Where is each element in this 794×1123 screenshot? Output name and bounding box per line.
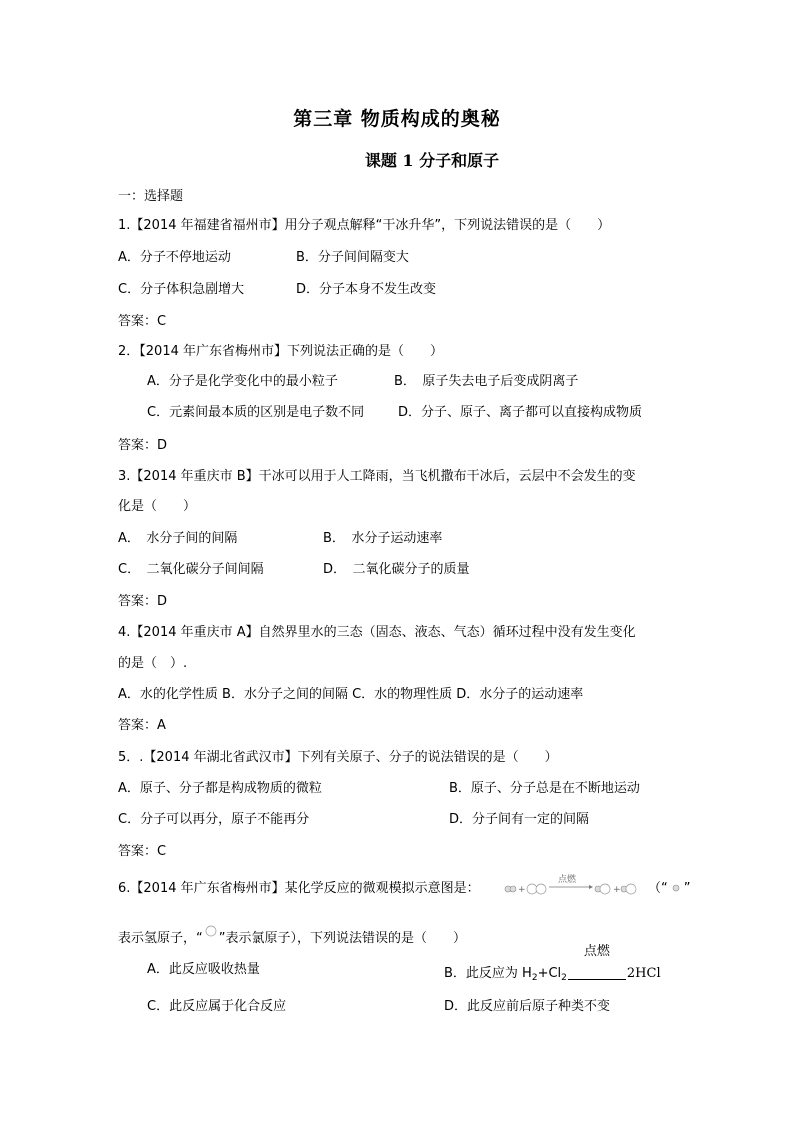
question-3-option-c: C． 二氧化碳分子间间隔 [118,562,264,577]
section-heading: 一：选择题 [118,189,184,204]
question-3-option-a: A． 水分子间的间隔 [118,531,238,546]
question-3-stem-line2: 化是（ ） [118,499,197,514]
question-5-option-b: B．原子、分子总是在不断地运动 [449,781,640,796]
question-6-stem-suffix: （“ ” [648,881,691,896]
question-2-option-d: D．分子、原子、离子都可以直接构成物质 [398,405,643,420]
question-6-option-b: B．此反应为 $H_2+Cl_2$ 点燃 2HCl [444,944,661,983]
question-3-stem-line1: 3.【2014 年重庆市 B】干冰可以用于人工降雨，当飞机撒布干冰后，云层中不会发生的变 [118,469,636,484]
question-2-option-b: B． 原子失去电子后变成阴离子 [394,374,579,389]
question-5-answer: 答案：C [118,844,167,859]
question-6-stem-line1 [118,880,480,898]
question-1-stem: 1.【2014 年福建省福州市】用分子观点解释“干冰升华”，下列说法错误的是（ ） [118,218,611,233]
arrow-head-icon [589,885,593,889]
plus-sign: + [518,885,526,895]
question-5-option-d: D．分子间有一定的间隔 [449,812,590,827]
question-2-answer: 答案：D [118,438,168,453]
reaction-diagram [503,872,641,898]
question-2-stem: 2．【2014 年广东省梅州市】下列说法正确的是（ ） [118,344,443,359]
chlorine-molecule-icon [527,884,546,894]
question-5-option-c: C．分子可以再分，原子不能再分 [118,812,310,827]
question-3-option-b: B． 水分子运动速率 [323,531,443,546]
question-4-answer: 答案：A [118,718,166,733]
plus-sign: + [613,885,621,895]
question-2-option-c: C．元素间最本质的区别是电子数不同 [147,405,365,420]
question-1-option-c: C．分子体积急剧增大 [118,282,245,297]
question-6-option-a: A．此反应吸收热量 [147,962,260,977]
hcl-molecule-icon [621,884,636,894]
question-4-options: A．水的化学性质 B．水分子之间的间隔 C．水的物理性质 D．水分子的运动速率 [118,687,584,702]
question-5-stem: 5．.【2014 年湖北省武汉市】下列有关原子、分子的说法错误的是（ ） [118,750,558,765]
question-6-stem-line2: 表示氢原子，“ ”表示氯原子），下列说法错误的是（ ） [118,924,466,948]
equation-condition-bar: 点燃 [568,961,626,980]
question-3-option-d: D． 二氧化碳分子的质量 [323,562,470,577]
question-4-stem-line2: 的是（ ）. [118,656,188,671]
question-6-option-c: C．此反应属于化合反应 [147,999,287,1014]
hydrogen-atom-icon [671,883,681,893]
chapter-title: 第三章 物质构成的奥秘 [293,108,501,130]
chlorine-atom-icon [204,924,218,938]
question-5-option-a: A．原子、分子都是构成物质的微粒 [118,781,322,796]
question-1-answer: 答案：C [118,314,167,329]
question-3-answer: 答案：D [118,594,168,609]
question-6-option-d: D．此反应前后原子种类不变 [444,999,611,1014]
question-2-option-a: A．分子是化学变化中的最小粒子 [147,374,338,389]
hydrogen-molecule-icon [505,886,516,892]
question-1-option-a: A．分子不停地运动 [118,250,231,265]
lesson-title: 课题 1 分子和原子 [364,151,500,170]
reaction-condition: 点燃 [558,875,577,885]
question-6-stem-prefix: 6.【2014 年广东省梅州市】某化学反应的微观模拟示意图是： [118,881,480,896]
question-4-stem-line1: 4.【2014 年重庆市 A】自然界里水的三态（固态、液态、气态）循环过程中没有发生变化 [118,625,636,640]
question-1-option-b: B．分子间间隔变大 [296,250,409,265]
hcl-molecule-icon [595,884,610,894]
question-1-option-d: D．分子本身不发生改变 [296,282,437,297]
